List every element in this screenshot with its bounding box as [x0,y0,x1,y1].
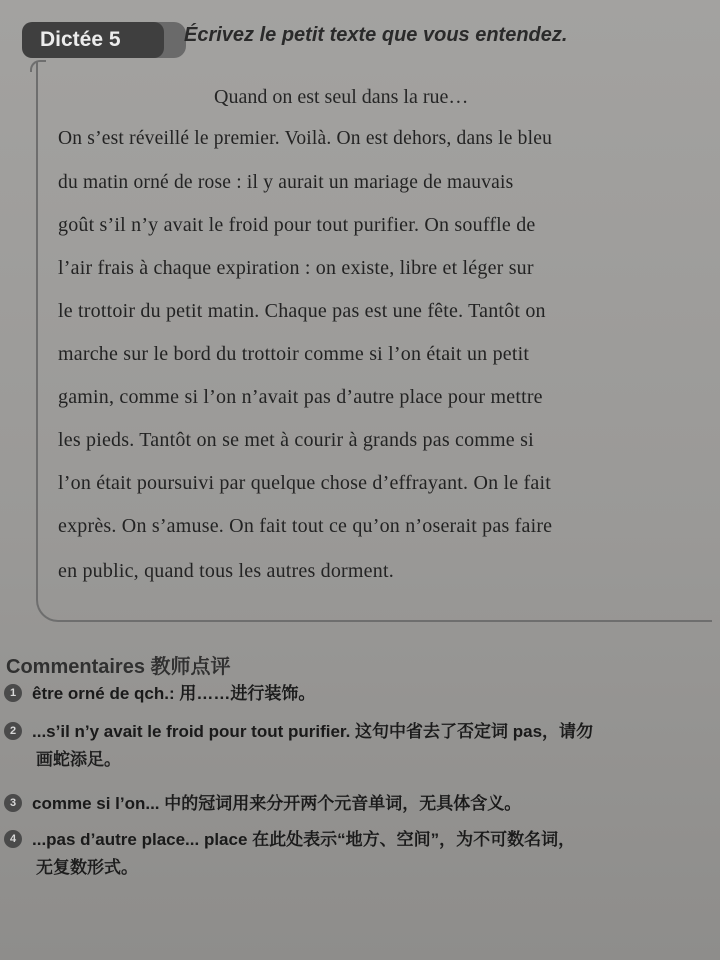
dictation-title: Quand on est seul dans la rue… [214,86,469,108]
number-badge-icon: 3 [4,794,22,812]
commentaire-text: être orné de qch.: 用……进行装饰。 [32,684,316,703]
exercise-badge: Dictée 5 [22,22,164,58]
dictation-line: marche sur le bord du trottoir comme si l’on était un petit [58,343,530,365]
dictation-line: le trottoir du petit matin. Chaque pas est une fête. Tantôt on [58,300,546,322]
dictation-line: du matin orné de rose : il y aurait un mariage de mauvais [58,172,514,193]
commentaire-item [4,826,716,882]
commentaire-text: ...s’il n’y avait le froid pour tout purifier. 这句中省去了否定词 pas，请勿 [32,722,594,741]
dictation-line: gamin, comme si l’on n’avait pas d’autre place pour mettre [58,386,543,408]
dictation-line: l’air frais à chaque expiration : on existe, libre et léger sur [58,257,534,279]
commentaire-item [4,680,716,708]
dictation-line: exprès. On s’amuse. On fait tout ce qu’on n’oserait pas faire [58,515,553,537]
number-badge-icon: 2 [4,722,22,740]
exercise-instruction: Écrivez le petit texte que vous entendez. [184,24,568,46]
commentaire-text: comme si l’on... 中的冠词用来分开两个元音单词，无具体含义。 [32,794,522,813]
exercise-header [22,18,712,62]
number-badge-icon: 4 [4,830,22,848]
dictation-line: goût s’il n’y avait le froid pour tout purifier. On souffle de [58,214,536,236]
commentaires-title: Commentaires 教师点评 [6,656,231,678]
number-badge-icon: 1 [4,684,22,702]
dictation-line: les pieds. Tantôt on se met à courir à grands pas comme si [58,429,534,451]
commentaire-text: ...pas d’autre place... place 在此处表示“地方、空间”，为不可数名词， [32,830,576,849]
commentaire-continuation: 画蛇添足。 [36,750,121,769]
commentaire-item [4,718,716,774]
dictation-line: en public, quand tous les autres dorment. [58,560,394,582]
commentaire-item [4,790,716,818]
commentaire-continuation: 无复数形式。 [36,858,138,877]
dictation-line: On s’est réveillé le premier. Voilà. On est dehors, dans le bleu [58,128,553,149]
dictation-line: l’on était poursuivi par quelque chose d’effrayant. On le fait [58,472,551,494]
